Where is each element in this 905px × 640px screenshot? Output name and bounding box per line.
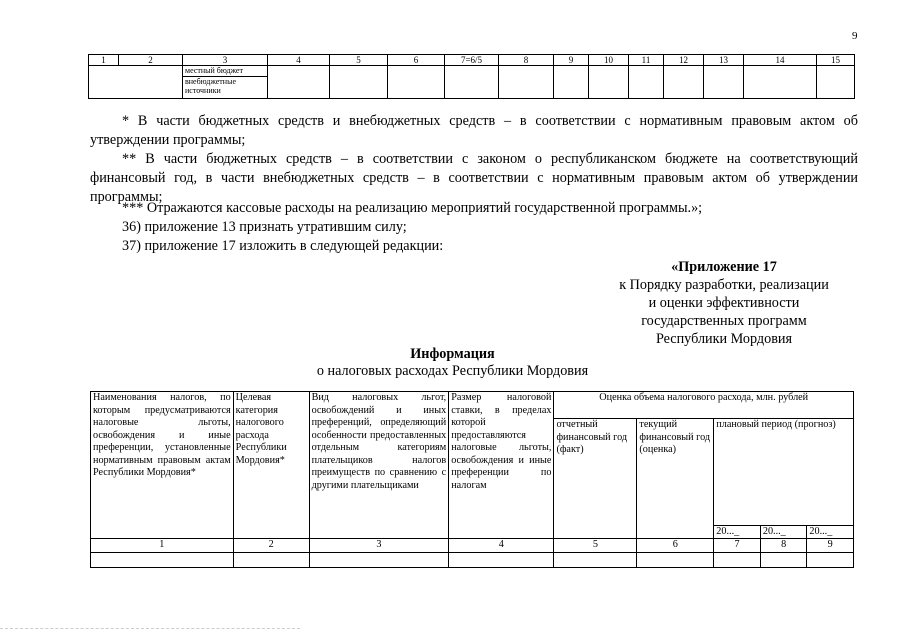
budget-col-number: 8 xyxy=(499,55,554,66)
column-number: 2 xyxy=(233,539,309,553)
header-rate-size: Размер налоговой ставки, в пределах которой предоставляются налоговые льготы, освобождения и иные преференции по налогам xyxy=(449,392,554,539)
budget-col-number: 14 xyxy=(744,55,817,66)
footnote-2: ** В части бюджетных средств – в соответствии с законом о республиканском бюджете на соответствующий финансовый год, в части внебюджетных средств – в соответствии с нормативным правовым актом об утверждении программы; xyxy=(90,151,858,205)
budget-row-label: местный бюджет xyxy=(183,66,268,77)
budget-col-number: 7=6/5 xyxy=(445,55,499,66)
header-tax-names: Наименования налогов, по которым предусматриваются налоговые льготы, освобождения и иные преференции, установленные нормативным правовым актам Республики Мордовия* xyxy=(91,392,234,539)
header-reporting-year: отчетный финансовый год (факт) xyxy=(554,419,637,539)
year-cell: 20..._ xyxy=(714,525,761,539)
budget-col-number: 2 xyxy=(119,55,183,66)
column-number: 9 xyxy=(807,539,854,553)
appendix-heading xyxy=(560,258,888,348)
year-cell: 20..._ xyxy=(760,525,807,539)
footnote-3: *** Отражаются кассовые расходы на реализацию мероприятий государственной программы.»; xyxy=(122,200,703,216)
year-cell: 20..._ xyxy=(807,525,854,539)
budget-row-local xyxy=(89,66,855,77)
appendix-line: к Порядку разработки, реализации xyxy=(619,277,829,293)
budget-table xyxy=(88,54,855,99)
info-heading xyxy=(0,346,905,380)
header-current-year: текущий финансовый год (оценка) xyxy=(637,419,714,539)
table-number-row xyxy=(91,539,854,553)
column-number: 1 xyxy=(91,539,234,553)
budget-row-label: внебюджетные источники xyxy=(183,77,268,99)
budget-col-number: 1 xyxy=(89,55,119,66)
table-header-row xyxy=(91,392,854,419)
column-number: 6 xyxy=(637,539,714,553)
footnote-1: * В части бюджетных средств и внебюджетных средств – в соответствии с нормативным правовым актом об утверждении программы; xyxy=(90,113,858,148)
header-planned-period: плановый период (прогноз) xyxy=(714,419,854,526)
appendix-line: государственных программ xyxy=(641,313,807,329)
budget-col-number: 13 xyxy=(704,55,744,66)
tax-expenditure-table xyxy=(90,391,854,568)
header-estimate: Оценка объема налогового расхода, млн. рублей xyxy=(554,392,854,419)
budget-col-number: 10 xyxy=(589,55,629,66)
budget-col-number: 6 xyxy=(388,55,445,66)
column-number: 5 xyxy=(554,539,637,553)
info-title: Информация xyxy=(410,346,495,362)
budget-col-number: 9 xyxy=(554,55,589,66)
item-36: 36) приложение 13 признать утратившим силу; xyxy=(122,219,407,235)
column-number: 3 xyxy=(309,539,449,553)
budget-col-number: 3 xyxy=(183,55,268,66)
appendix-line: Республики Мордовия xyxy=(655,331,793,347)
page-number: 9 xyxy=(852,30,858,42)
info-subtitle: о налоговых расходах Республики Мордовия xyxy=(316,363,589,379)
item-37: 37) приложение 17 изложить в следующей редакции: xyxy=(122,238,444,254)
scan-artifact-line xyxy=(0,628,300,630)
budget-table-header-row xyxy=(89,55,855,66)
budget-col-number: 11 xyxy=(629,55,664,66)
budget-col-number: 4 xyxy=(268,55,330,66)
appendix-title: «Приложение 17 xyxy=(671,259,777,275)
table-empty-row xyxy=(91,553,854,568)
appendix-line: и оценки эффективности xyxy=(648,295,800,311)
budget-col-number: 12 xyxy=(664,55,704,66)
budget-col-number: 5 xyxy=(330,55,388,66)
column-number: 4 xyxy=(449,539,554,553)
column-number: 8 xyxy=(760,539,807,553)
header-target-category: Целевая категория налогового расхода Республики Мордовия* xyxy=(233,392,309,539)
budget-col-number: 15 xyxy=(817,55,855,66)
column-number: 7 xyxy=(714,539,761,553)
header-benefit-type: Вид налоговых льгот, освобождений и иных преференций, определяющий особенности предоставленных отдельным категориям плательщиков налогов преимуществ по сравнению с другими плательщиками xyxy=(309,392,449,539)
